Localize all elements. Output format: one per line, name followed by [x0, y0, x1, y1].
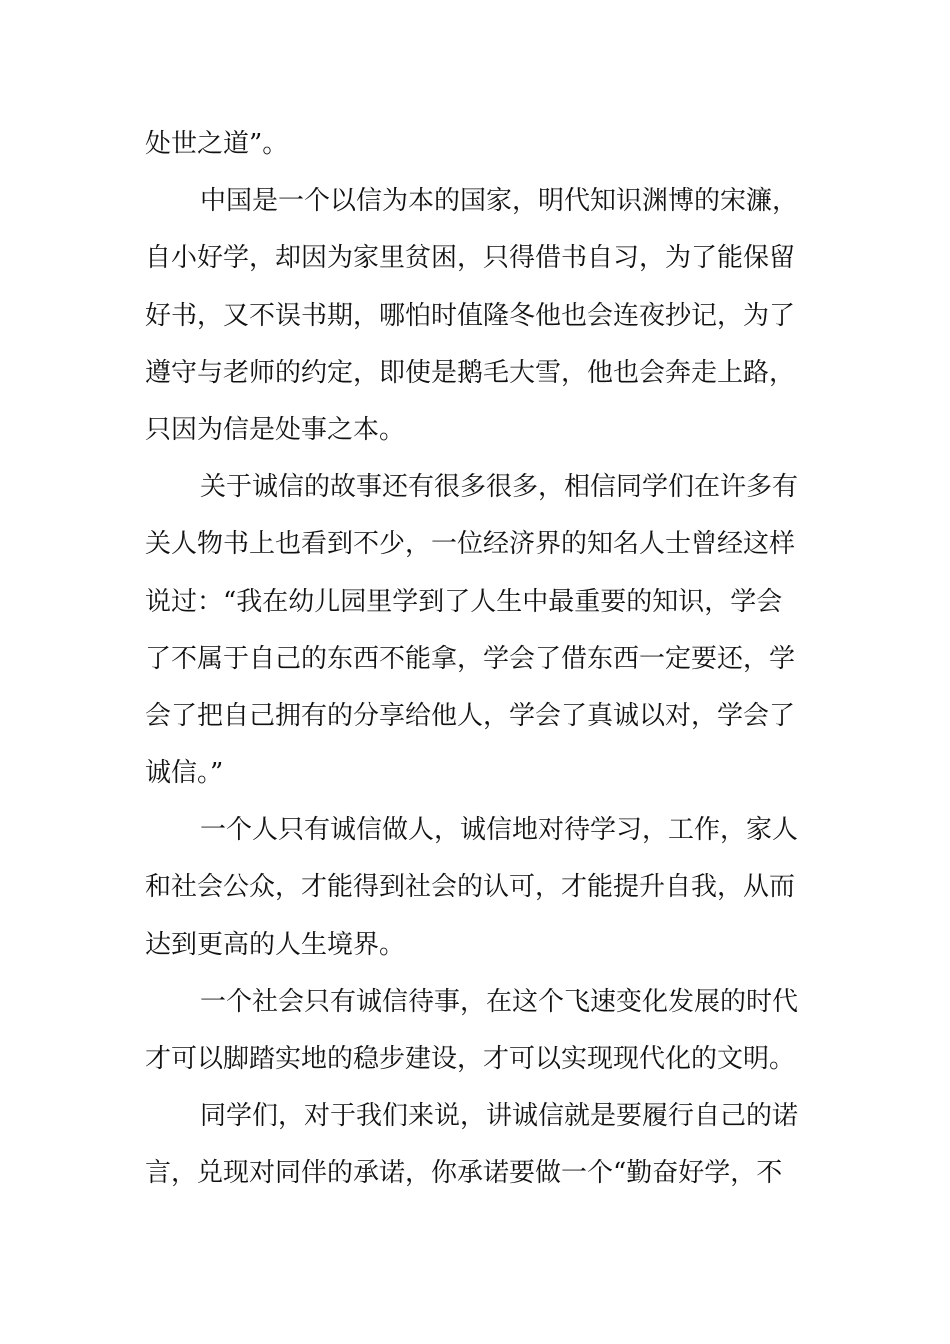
- text-line: 好书，又不误书期，哪怕时值隆冬他也会连夜抄记，为了: [145, 300, 796, 331]
- text-line: 处世之道”。: [145, 129, 289, 159]
- text-line: 同学们，对于我们来说，讲诚信就是要履行自己的诺: [200, 1101, 799, 1132]
- text-line: 了不属于自己的东西不能拿，学会了借东西一定要还，学: [145, 643, 796, 674]
- text-line: 会了把自己拥有的分享给他人，学会了真诚以对，学会了: [145, 700, 796, 731]
- paragraph-1: [145, 116, 810, 173]
- text-line: 关于诚信的故事还有很多很多，相信同学们在许多有: [200, 472, 799, 503]
- text-line: 自小好学，却因为家里贫困，只得借书自习，为了能保留: [145, 243, 796, 274]
- text-line: 和社会公众，才能得到社会的认可，才能提升自我，从而: [145, 872, 796, 903]
- paragraph-2: [145, 173, 810, 459]
- paragraph-5: [145, 974, 810, 1088]
- text-line: 说过：“我在幼儿园里学到了人生中最重要的知识，学会: [145, 586, 783, 617]
- text-line: 言，兑现对同伴的承诺，你承诺要做一个“勤奋好学，不: [145, 1158, 783, 1189]
- text-line: 中国是一个以信为本的国家，明代知识渊博的宋濂，: [200, 186, 799, 217]
- paragraph-4: [145, 802, 810, 974]
- text-line: 遵守与老师的约定，即使是鹅毛大雪，他也会奔走上路，: [145, 357, 796, 388]
- text-line: 达到更高的人生境界。: [145, 929, 406, 960]
- text-line: 诚信。”: [145, 758, 224, 789]
- body-text: [145, 116, 810, 1203]
- text-line: 一个人只有诚信做人，诚信地对待学习，工作，家人: [200, 815, 799, 846]
- paragraph-3: [145, 459, 810, 802]
- text-line: 才可以脚踏实地的稳步建设，才可以实现现代化的文明。: [145, 1044, 796, 1074]
- text-line: 一个社会只有诚信待事，在这个飞速变化发展的时代: [200, 986, 799, 1017]
- text-line: 只因为信是处事之本。: [145, 414, 406, 445]
- text-line: 关人物书上也看到不少，一位经济界的知名人士曾经这样: [145, 529, 796, 560]
- paragraph-6: [145, 1088, 810, 1202]
